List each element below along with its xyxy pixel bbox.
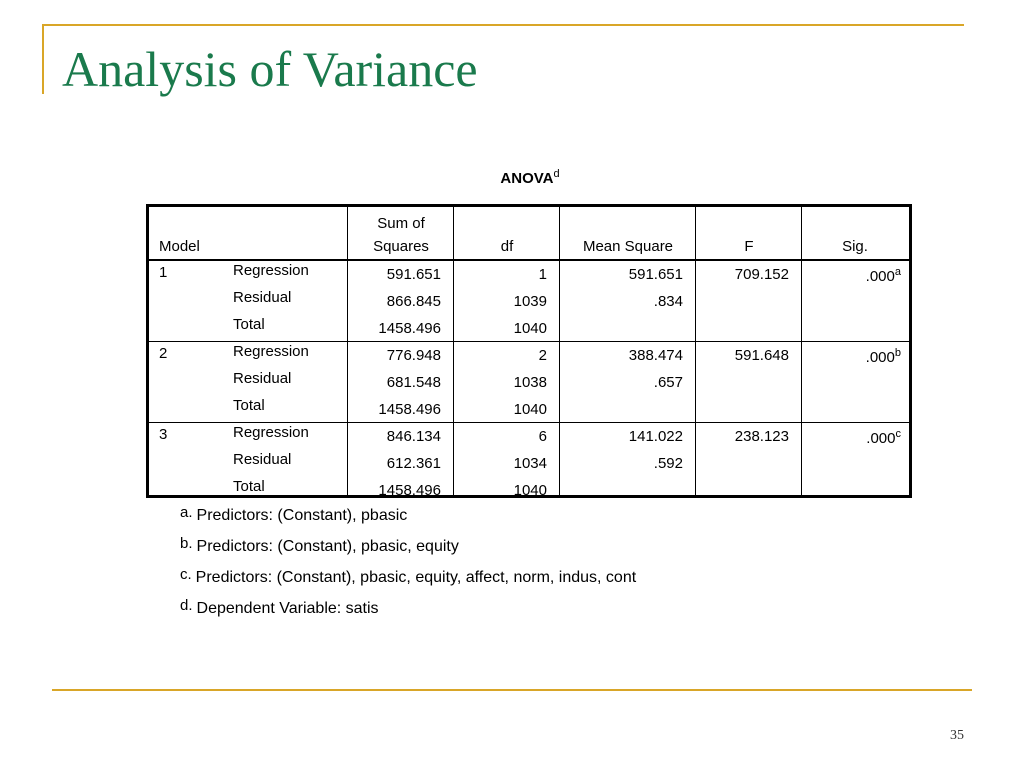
mean-square-value: .592 xyxy=(653,455,683,472)
sum-of-squares-value: 776.948 xyxy=(386,347,441,364)
source-label: Residual xyxy=(233,289,292,306)
header-model: Model xyxy=(159,238,200,255)
model-group-divider xyxy=(149,341,909,342)
caption-text: ANOVA xyxy=(500,170,554,187)
footnote-text: Dependent Variable: satis xyxy=(196,600,379,617)
df-value: 1038 xyxy=(513,374,547,391)
df-value: 1040 xyxy=(513,482,547,499)
mean-square-value: 388.474 xyxy=(628,347,683,364)
sig-value: .000 xyxy=(865,268,895,285)
footnote xyxy=(180,566,636,587)
column-divider xyxy=(801,207,802,495)
footnote-text: Predictors: (Constant), pbasic, equity, affect, norm, indus, cont xyxy=(195,569,637,586)
model-number: 3 xyxy=(159,426,168,443)
column-divider xyxy=(559,207,560,495)
caption-superscript: d xyxy=(553,168,560,180)
source-label: Residual xyxy=(233,451,292,468)
sig-value-cell xyxy=(803,266,901,285)
sig-value: .000 xyxy=(866,430,896,447)
anova-table xyxy=(146,204,912,498)
header-sum-of: Sum of xyxy=(377,215,425,232)
sig-value: .000 xyxy=(865,349,895,366)
column-divider xyxy=(453,207,454,495)
mean-square-value: .657 xyxy=(653,374,683,391)
footnote-letter: a. xyxy=(180,504,193,521)
sig-value-cell xyxy=(803,428,901,447)
table-header-row xyxy=(149,207,909,261)
footnote-letter: d. xyxy=(180,597,193,614)
f-value: 238.123 xyxy=(734,428,789,445)
mean-square-value: .834 xyxy=(653,293,683,310)
f-value: 709.152 xyxy=(734,266,789,283)
sum-of-squares-value: 1458.496 xyxy=(378,401,441,418)
mean-square-value: 141.022 xyxy=(628,428,683,445)
df-value: 1 xyxy=(538,266,547,283)
mean-square-value: 591.651 xyxy=(628,266,683,283)
footnote-letter: c. xyxy=(180,566,192,583)
top-accent-rule xyxy=(42,24,964,26)
bottom-accent-rule xyxy=(52,689,972,691)
header-df: df xyxy=(500,238,514,255)
source-label: Total xyxy=(233,397,265,414)
sig-footnote-marker: c xyxy=(895,428,901,440)
sum-of-squares-value: 681.548 xyxy=(386,374,441,391)
header-sig: Sig. xyxy=(842,238,868,255)
left-accent-rule xyxy=(42,24,44,94)
source-label: Regression xyxy=(233,262,309,279)
sig-footnote-marker: b xyxy=(894,347,901,359)
model-number: 2 xyxy=(159,345,168,362)
header-mean-square: Mean Square xyxy=(582,238,674,255)
sum-of-squares-value: 1458.496 xyxy=(378,482,441,499)
df-value: 1039 xyxy=(513,293,547,310)
slide-title: Analysis of Variance xyxy=(62,41,478,97)
df-value: 1034 xyxy=(513,455,547,472)
sum-of-squares-value: 846.134 xyxy=(386,428,441,445)
sig-footnote-marker: a xyxy=(894,266,901,278)
page-number: 35 xyxy=(950,728,964,743)
f-value: 591.648 xyxy=(734,347,789,364)
header-f: F xyxy=(744,238,754,255)
sum-of-squares-value: 612.361 xyxy=(386,455,441,472)
sum-of-squares-value: 591.651 xyxy=(386,266,441,283)
model-group-divider xyxy=(149,422,909,423)
footnote-text: Predictors: (Constant), pbasic xyxy=(196,507,408,524)
sig-value-cell xyxy=(803,347,901,366)
df-value: 2 xyxy=(538,347,547,364)
df-value: 6 xyxy=(538,428,547,445)
column-divider xyxy=(695,207,696,495)
model-number: 1 xyxy=(159,264,168,281)
source-label: Residual xyxy=(233,370,292,387)
footnote xyxy=(180,504,407,525)
footnote-text: Predictors: (Constant), pbasic, equity xyxy=(196,538,459,555)
header-squares: Squares xyxy=(373,238,429,255)
column-divider xyxy=(347,207,348,495)
df-value: 1040 xyxy=(513,320,547,337)
footnote xyxy=(180,535,459,556)
anova-table-caption xyxy=(420,168,640,187)
source-label: Total xyxy=(233,478,265,495)
footnote-letter: b. xyxy=(180,535,193,552)
source-label: Regression xyxy=(233,424,309,441)
source-label: Total xyxy=(233,316,265,333)
df-value: 1040 xyxy=(513,401,547,418)
sum-of-squares-value: 866.845 xyxy=(386,293,441,310)
sum-of-squares-value: 1458.496 xyxy=(378,320,441,337)
source-label: Regression xyxy=(233,343,309,360)
footnote xyxy=(180,597,379,618)
